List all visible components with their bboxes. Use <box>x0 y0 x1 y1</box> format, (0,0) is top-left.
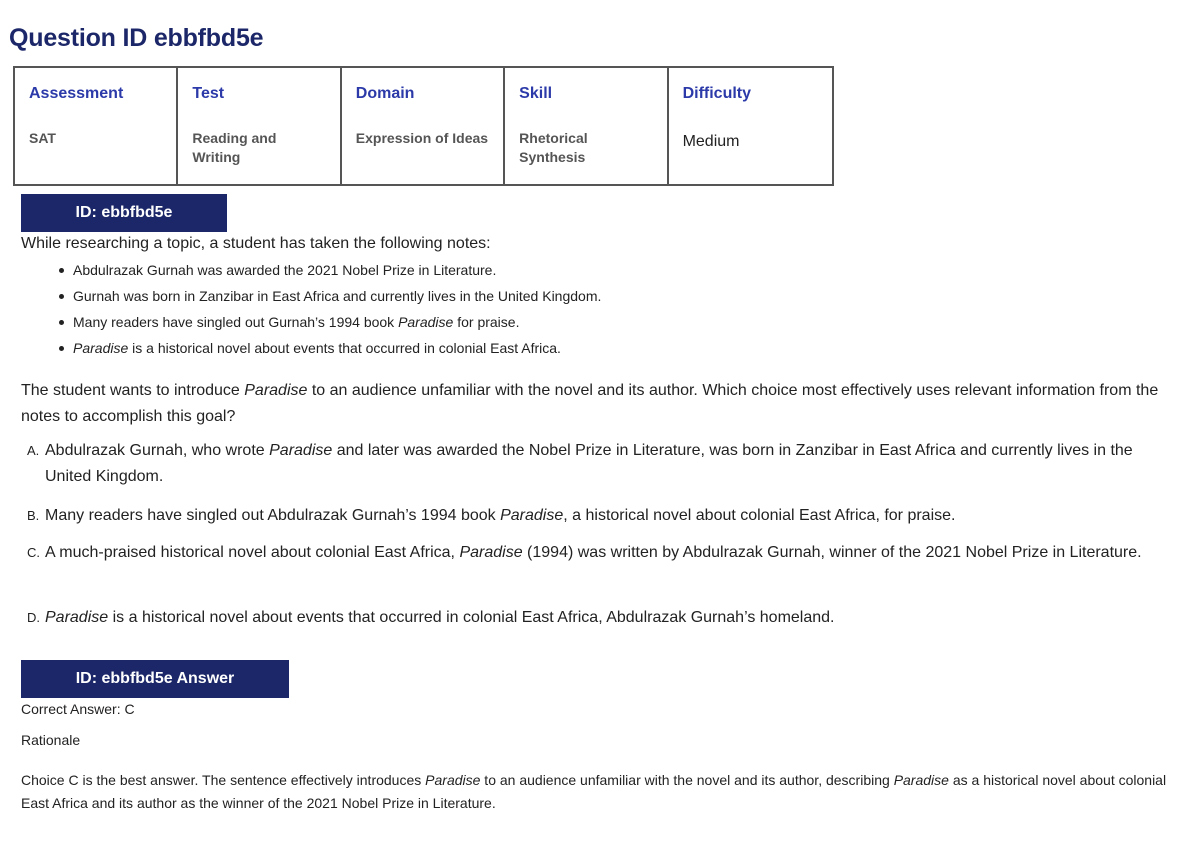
meta-cell-difficulty <box>668 67 833 185</box>
note-item <box>73 260 601 286</box>
choice-a[interactable] <box>27 438 1177 490</box>
choice-letter: C. <box>27 545 40 560</box>
choice-text: A much-praised historical novel about colonial East Africa, Paradise (1994) was written by Abdulrazak Gurnah, winner of the 2021 Nobel Prize in Literature. <box>45 544 1142 561</box>
note-text: for praise. <box>453 314 520 330</box>
meta-cell-domain <box>341 67 504 185</box>
note-item <box>73 286 601 312</box>
meta-value-assessment: SAT <box>29 130 56 146</box>
meta-cell-test <box>177 67 340 185</box>
note-item <box>73 338 601 364</box>
answer-id-banner: ID: ebbfbd5e Answer <box>21 660 289 698</box>
choice-text: Abdulrazak Gurnah, who wrote Paradise and later was awarded the Nobel Prize in Literature, was born in Zanzibar in East Africa and currently lives in the United Kingdom. <box>45 442 1133 485</box>
choice-text: Paradise is a historical novel about events that occurred in colonial East Africa, Abdulrazak Gurnah’s homeland. <box>45 609 835 626</box>
note-item <box>73 312 601 338</box>
note-text: Many readers have singled out Gurnah’s 1994 book <box>73 314 399 330</box>
meta-label-assessment: Assessment <box>29 85 124 102</box>
meta-value-difficulty: Medium <box>682 133 740 150</box>
page-title: Question ID ebbfbd5e <box>9 24 264 52</box>
note-text: Gurnah was born in Zanzibar in East Africa and currently lives in the United Kingdom. <box>73 288 602 304</box>
choice-letter: B. <box>27 508 40 523</box>
choice-letter: D. <box>27 610 40 625</box>
meta-label-test: Test <box>192 85 225 102</box>
note-book-title: Paradise <box>73 340 129 356</box>
meta-value-skill: Rhetorical Synthesis <box>519 130 588 165</box>
meta-value-test: Reading and Writing <box>192 130 277 165</box>
question-id-banner: ID: ebbfbd5e <box>21 194 227 232</box>
choice-c[interactable] <box>27 540 1177 566</box>
note-text: is a historical novel about events that occurred in colonial East Africa. <box>128 340 561 356</box>
choice-letter: A. <box>27 443 40 458</box>
note-book-title: Paradise <box>398 314 454 330</box>
note-text: Abdulrazak Gurnah was awarded the 2021 Nobel Prize in Literature. <box>73 262 497 278</box>
rationale-text: Choice C is the best answer. The sentence effectively introduces Paradise to an audience unfamiliar with the novel and its author, describing Paradise as a historical novel about colonial East Africa and its author as the winner of the 2021 Nobel Prize in Literature. <box>21 772 1167 811</box>
meta-label-domain: Domain <box>355 85 415 102</box>
question-metadata-table <box>13 66 834 186</box>
choice-b[interactable] <box>27 503 1177 529</box>
meta-cell-assessment <box>14 67 177 185</box>
choice-d[interactable] <box>27 605 1177 631</box>
question-stem <box>21 378 1181 430</box>
meta-value-domain: Expression of Ideas <box>355 130 489 146</box>
question-book-title: Paradise <box>244 382 308 399</box>
notes-list <box>21 260 601 364</box>
choice-text: Many readers have singled out Abdulrazak Gurnah’s 1994 book Paradise, a historical novel about colonial East Africa, for praise. <box>45 507 956 524</box>
question-text: The student wants to introduce <box>21 382 245 399</box>
rationale-heading: Rationale <box>21 732 81 748</box>
correct-answer: Correct Answer: C <box>21 701 135 717</box>
meta-label-difficulty: Difficulty <box>682 85 752 102</box>
question-text: to an audience unfamiliar with the novel and its author. Which choice most effectively uses relevant information from the notes to accomplish this goal? <box>21 382 1159 425</box>
meta-cell-skill <box>504 67 667 185</box>
notes-intro: While researching a topic, a student has taken the following notes: <box>21 235 491 252</box>
meta-label-skill: Skill <box>519 85 553 102</box>
